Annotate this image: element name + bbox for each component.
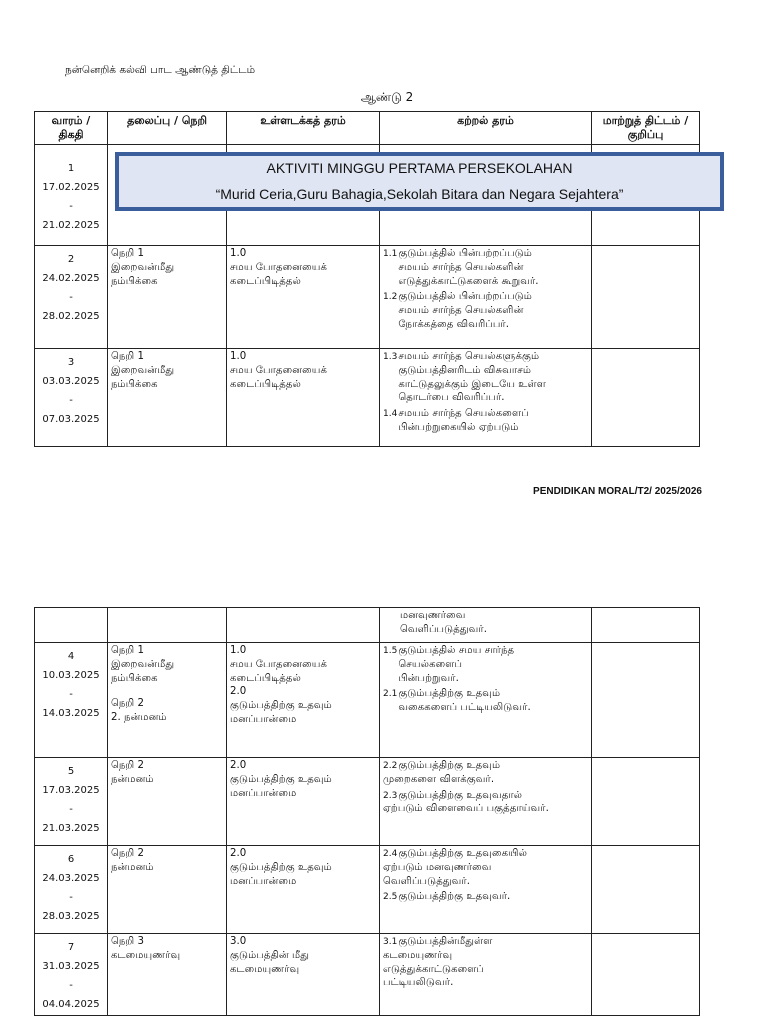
topic-cell: நெறி 1 இறைவன்மீது நம்பிக்கை நெறி 2 2. நன்மனம்: [108, 643, 227, 758]
week-cell: 6 24.03.2025 - 28.03.2025: [35, 846, 108, 934]
table-row-week3: [35, 349, 700, 447]
first-week-banner: [115, 152, 724, 211]
topic-cell: நெறி 1 இறைவன்மீது நம்பிக்கை: [108, 246, 227, 349]
header-week: வாரம் / திகதி: [35, 112, 108, 145]
table-row-week4: [35, 643, 700, 758]
table-row-week7: [35, 934, 700, 1016]
header-learning-standard: கற்றல் தரம்: [380, 112, 592, 145]
content-standard-cell: 1.0 சமய போதனையைக் கடைப்பிடித்தல் 2.0 குடும்பத்திற்கு உதவும் மனப்பான்மை: [227, 643, 380, 758]
document-title: நன்னெறிக் கல்வி பாட ஆண்டுத் திட்டம்: [65, 64, 256, 76]
week-cell: 5 17.03.2025 - 21.03.2025: [35, 758, 108, 846]
table-row-continuation: [35, 608, 700, 643]
content-standard-cell: 1.0 சமய போதனையைக் கடைப்பிடித்தல்: [227, 349, 380, 447]
table-row-week6: [35, 846, 700, 934]
learning-standard-cell: மனவுணர்வை வெளிப்படுத்துவர்.: [380, 608, 592, 643]
page-footer: PENDIDIKAN MORAL/T2/ 2025/2026: [533, 486, 702, 497]
learning-standard-cell: 1.3 சமயம் சார்ந்த செயல்களுக்கும் குடும்பத்தினரிடம் விசுவாசம் காட்டுதலுக்கும் இடையே உள்ள தொடர்பை விவரிப்பர். 1.4 சமயம் சார்ந்த செயல்களைப் பின்பற்றுகையில் ஏற்படும்: [380, 349, 592, 447]
week-cell: 2 24.02.2025 - 28.02.2025: [35, 246, 108, 349]
table-row-week2: [35, 246, 700, 349]
header-topic: தலைப்பு / நெறி: [108, 112, 227, 145]
header-content-standard: உள்ளடக்கத் தரம்: [227, 112, 380, 145]
plan-table-2: [34, 607, 700, 1016]
header-remarks: மாற்றுத் திட்டம் / குறிப்பு: [592, 112, 700, 145]
topic-cell: நெறி 2 நன்மனம்: [108, 758, 227, 846]
week-cell: 1 17.02.2025 - 21.02.2025: [35, 145, 108, 246]
content-standard-cell: 3.0 குடும்பத்தின் மீது கடமையுணர்வு: [227, 934, 380, 1016]
banner-slogan: “Murid Ceria,Guru Bahagia,Sekolah Bitara dan Negara Sejahtera”: [215, 186, 624, 202]
topic-cell: நெறி 2 நன்மனம்: [108, 846, 227, 934]
week-cell: 3 03.03.2025 - 07.03.2025: [35, 349, 108, 447]
year-title: ஆண்டு 2: [360, 90, 414, 104]
content-standard-cell: 2.0 குடும்பத்திற்கு உதவும் மனப்பான்மை: [227, 758, 380, 846]
content-standard-cell: 2.0 குடும்பத்திற்கு உதவும் மனப்பான்மை: [227, 846, 380, 934]
table-row-week5: [35, 758, 700, 846]
topic-cell: நெறி 1 இறைவன்மீது நம்பிக்கை: [108, 349, 227, 447]
week-cell: 7 31.03.2025 - 04.04.2025: [35, 934, 108, 1016]
learning-standard-cell: 3.1 குடும்பத்தின்மீதுள்ள கடமையுணர்வு எடுத்துக்காட்டுகளைப் பட்டியலிடுவர்.: [380, 934, 592, 1016]
topic-cell: நெறி 3 கடமையுணர்வு: [108, 934, 227, 1016]
banner-title: AKTIVITI MINGGU PERTAMA PERSEKOLAHAN: [266, 160, 573, 176]
learning-standard-cell: 1.5 குடும்பத்தில் சமய சார்ந்த செயல்களைப் பின்பற்றுவர். 2.1 குடும்பத்திற்கு உதவும் வகைகளைப் பட்டியலிடுவர்.: [380, 643, 592, 758]
week-cell: 4 10.03.2025 - 14.03.2025: [35, 643, 108, 758]
learning-standard-cell: 2.4 குடும்பத்திற்கு உதவுகையில் ஏற்படும் மனவுணர்வை வெளிப்படுத்துவர். 2.5 குடும்பத்திற்கு உதவுவர்.: [380, 846, 592, 934]
learning-standard-cell: 1.1 குடும்பத்தில் பின்பற்றப்படும் சமயம் சார்ந்த செயல்களின் எடுத்துக்காட்டுகளைக் கூறுவர். 1.2 குடும்பத்தில் பின்பற்றப்படும் சமயம் சார்ந்த செயல்களின் நோக்கத்தை விவரிப்பர்.: [380, 246, 592, 349]
learning-standard-cell: 2.2 குடும்பத்திற்கு உதவும் முறைகளை விளக்குவர். 2.3 குடும்பத்திற்கு உதவுவதால் ஏற்படும் விளைவைப் பகுத்தாய்வர்.: [380, 758, 592, 846]
table-header-row: [35, 112, 700, 145]
content-standard-cell: 1.0 சமய போதனையைக் கடைப்பிடித்தல்: [227, 246, 380, 349]
